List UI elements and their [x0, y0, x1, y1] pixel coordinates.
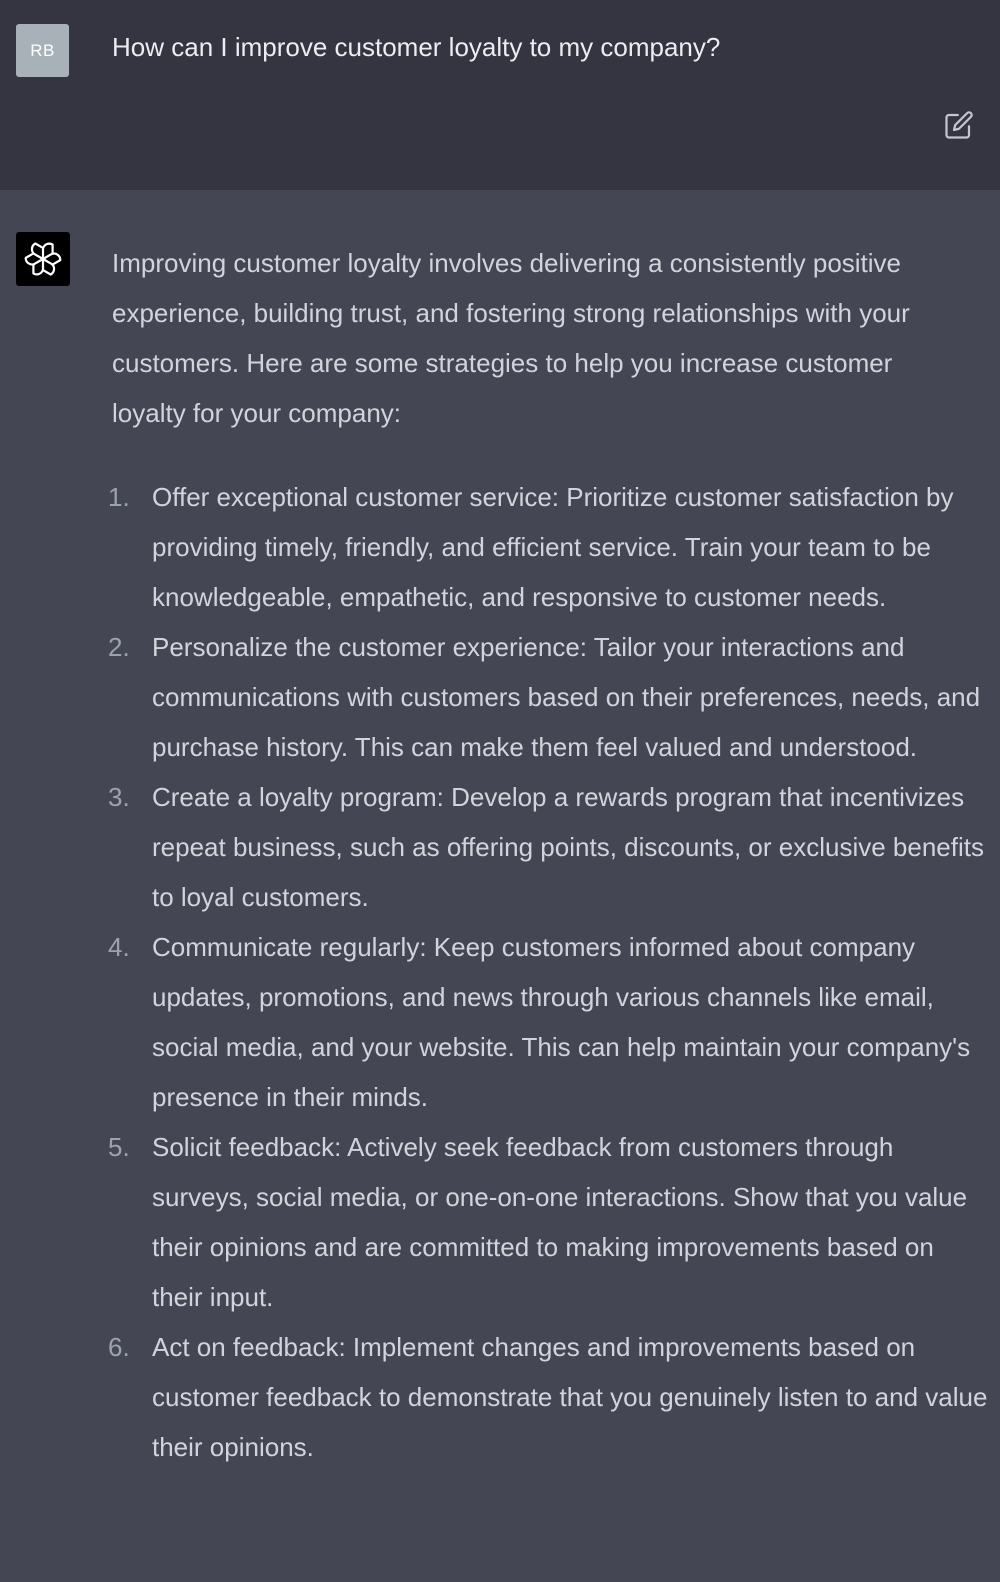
list-item-text: Offer exceptional customer service: Prioritize customer satisfaction by providing timely, friendly, and efficient service. Train your team to be knowledgeable, empathetic, and responsive to customer needs.	[152, 482, 954, 612]
list-item-text: Create a loyalty program: Develop a rewards program that incentivizes repeat business, such as offering points, discounts, or exclusive benefits to loyal customers.	[152, 782, 984, 912]
list-item-number: 4.	[108, 932, 130, 962]
edit-message-button[interactable]	[942, 108, 976, 142]
list-item-number: 6.	[108, 1332, 130, 1362]
list-item-number: 3.	[108, 782, 130, 812]
list-item-text: Personalize the customer experience: Tailor your interactions and communications with customers based on their preferences, needs, and purchase history. This can make them feel valued and understood.	[152, 632, 981, 762]
strategy-list	[108, 472, 988, 1472]
assistant-message-block	[0, 190, 1000, 1582]
edit-icon	[944, 110, 974, 140]
list-item-text: Solicit feedback: Actively seek feedback from customers through surveys, social media, or one-on-one interactions. Show that you value their opinions and are committed to making improvements based on their input.	[152, 1132, 968, 1312]
user-message-text: How can I improve customer loyalty to my company?	[112, 32, 721, 62]
list-item	[108, 472, 988, 622]
openai-logo-icon	[23, 239, 63, 279]
assistant-avatar	[16, 232, 70, 286]
list-item	[108, 1322, 988, 1472]
list-item	[108, 622, 988, 772]
user-avatar: RB	[16, 24, 69, 77]
assistant-intro-paragraph: Improving customer loyalty involves delivering a consistently positive experience, building trust, and fostering strong relationships with your customers. Here are some strategies to help you increase customer loyalty for your company:	[112, 248, 910, 428]
list-item-number: 5.	[108, 1132, 130, 1162]
list-item	[108, 922, 988, 1122]
user-message-block	[0, 0, 1000, 190]
list-item	[108, 1122, 988, 1322]
list-item	[108, 772, 988, 922]
list-item-number: 2.	[108, 632, 130, 662]
list-item-text: Communicate regularly: Keep customers informed about company updates, promotions, and news through various channels like email, social media, and your website. This can help maintain your company's presence in their minds.	[152, 932, 971, 1112]
assistant-message-content	[108, 238, 988, 1472]
list-item-number: 1.	[108, 482, 130, 512]
list-item-text: Act on feedback: Implement changes and improvements based on customer feedback to demonstrate that you genuinely listen to and value their opinions.	[152, 1332, 988, 1462]
